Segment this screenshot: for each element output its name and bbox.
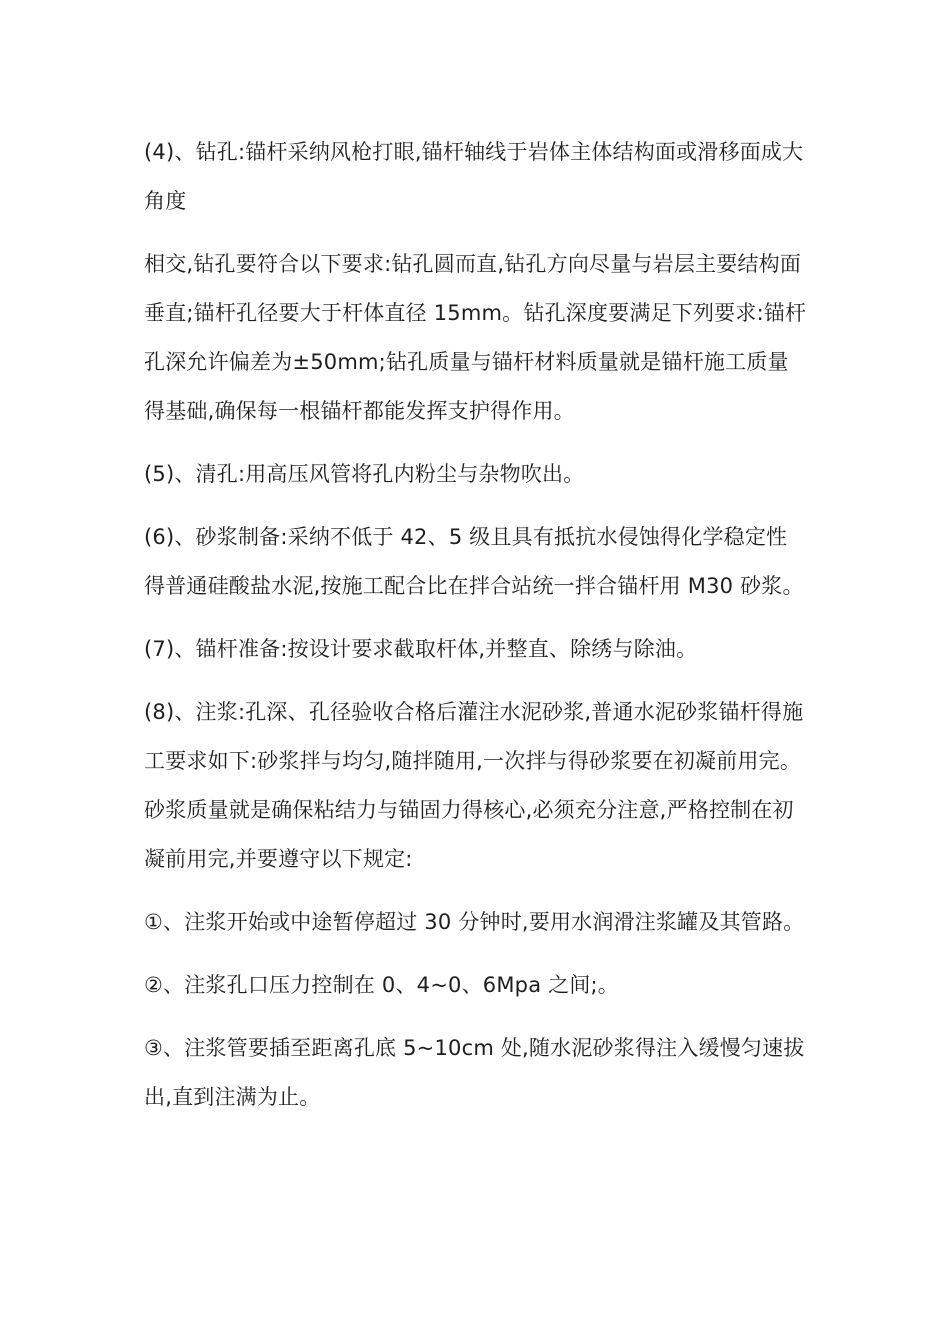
paragraph-hole-cleaning: (5)、清孔:用高压风管将孔内粉尘与杂物吹出。 xyxy=(144,462,585,486)
paragraph-anchor-preparation: (7)、锚杆准备:按设计要求截取杆体,并整直、除绣与除油。 xyxy=(144,637,698,661)
paragraph-mortar-preparation: (6)、砂浆制备:采纳不低于 42、5 级且具有抵抗水侵蚀得化学稳定性得普通硅酸盐水泥,按施工配合比在拌合站统一拌合锚杆用 M30 砂浆。 xyxy=(144,525,804,598)
paragraph-drilling: (4)、钻孔:锚杆采纳风枪打眼,锚杆轴线于岩体主体结构面或滑移面成大角度 xyxy=(144,140,804,213)
list-item-grouting-rule-2: ②、注浆孔口压力控制在 0、4~0、6Mpa 之间;。 xyxy=(144,973,620,997)
paragraph-drilling-requirements: 相交,钻孔要符合以下要求:钻孔圆而直,钻孔方向尽量与岩层主要结构面垂直;锚杆孔径要大于杆体直径 15mm。钻孔深度要满足下列要求:锚杆孔深允许偏差为±50mm;钻孔质量与锚杆材料质量就是锚杆施工质量得基础,确保每一根锚杆都能发挥支护得作用。 xyxy=(144,252,807,423)
list-item-grouting-rule-3: ③、注浆管要插至距离孔底 5~10cm 处,随水泥砂浆得注入缓慢匀速拔出,直到注满为止。 xyxy=(144,1036,805,1109)
document-body xyxy=(144,128,808,1122)
paragraph-grouting: (8)、注浆:孔深、孔径验收合格后灌注水泥砂浆,普通水泥砂浆锚杆得施工要求如下:砂浆拌与均匀,随拌随用,一次拌与得砂浆要在初凝前用完。砂浆质量就是确保粘结力与锚固力得核心,必须充分注意,严格控制在初凝前用完,并要遵守以下规定: xyxy=(144,700,804,871)
list-item-grouting-rule-1: ①、注浆开始或中途暂停超过 30 分钟时,要用水润滑注浆罐及其管路。 xyxy=(144,910,805,934)
